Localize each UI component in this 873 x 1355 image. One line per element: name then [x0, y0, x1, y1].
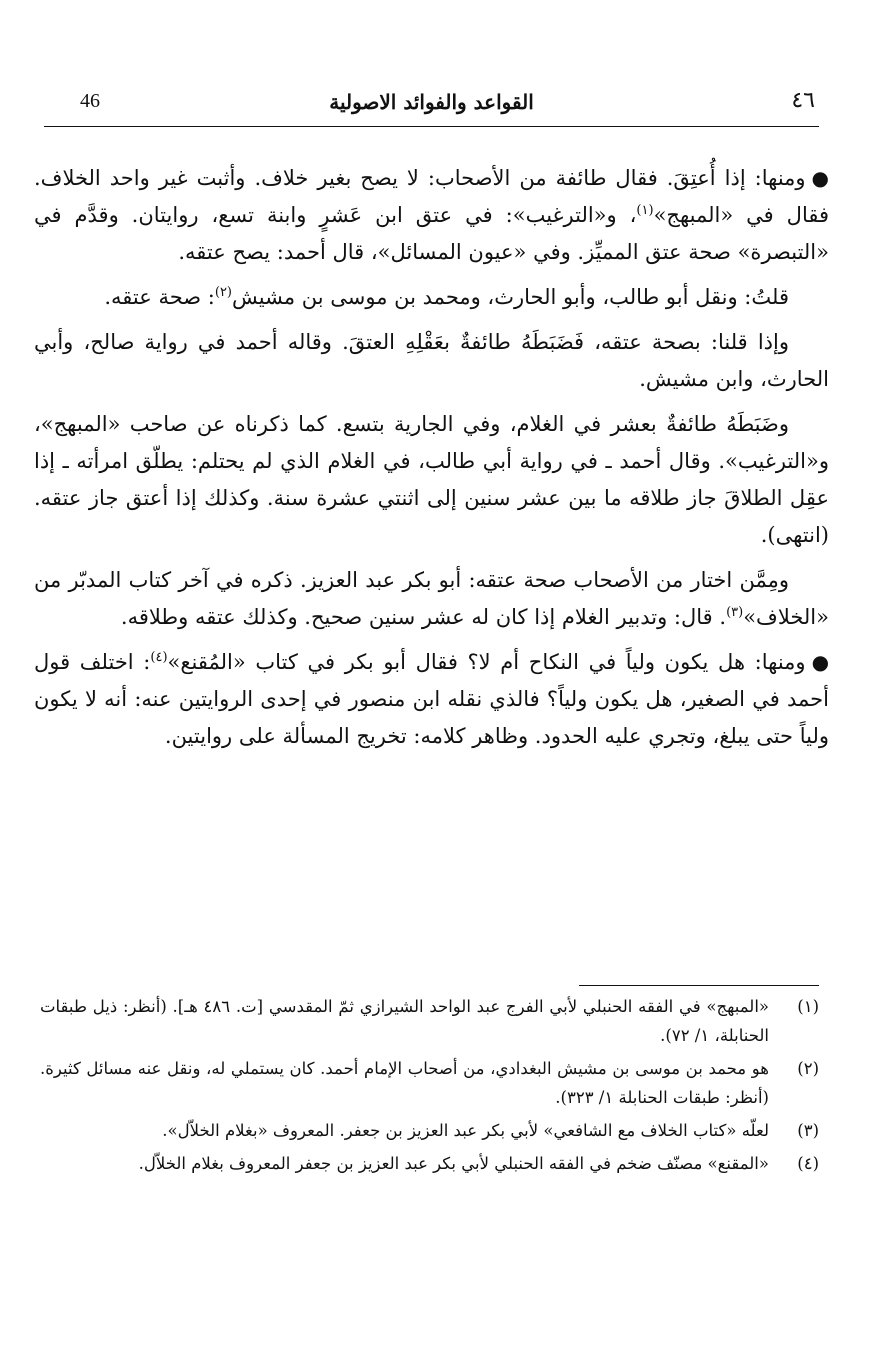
paragraph-text: ومنها: إذا أُعتِقَ. فقال طائفة من الأصحاب: لا يصح بغير خلاف. وأثبت غير واحد الخلاف. فقال في «المبهج»	[34, 166, 830, 227]
paragraph-3	[34, 324, 829, 398]
footnote-text: «المقنع» مصنّف ضخم في الفقه الحنبلي لأبي بكر عبد العزيز بن جعفر المعروف بغلام الخلاّل.	[138, 1154, 769, 1173]
page-number-western: 46	[80, 90, 100, 112]
paragraph-6	[34, 644, 829, 755]
footnote-text: «المبهج» في الفقه الحنبلي لأبي الفرج عبد الواحد الشيرازي ثمّ المقدسي [ت. ٤٨٦ هـ]. (أنظر: ذيل طبقات الحنابلة، ١/ ٧٢).	[40, 997, 769, 1045]
paragraph-text: وضَبَطَهُ طائفةٌ بعشر في الغلام، وفي الجارية بتسع. كما ذكرناه عن صاحب «المبهج»، و«الترغيب». وقال أحمد ـ في رواية أبي طالب، في الغلام الذي لم يحتلم: يطلّق امرأته ـ إذا عقِل الطلاقَ جاز طلاقه ما بين عشر سنين إلى اثنتي عشرة سنة. وكذلك إذا أعتق جاز عتقه. (انتهى).	[34, 412, 829, 547]
footnotes	[40, 992, 819, 1182]
bullet-icon: ●	[811, 650, 830, 674]
paragraph-text: . قال: وتدبير الغلام إذا كان له عشر سنين صحيح. وكذلك عتقه وطلاقه.	[120, 605, 727, 629]
paragraph-text: ، و«الترغيب»: في عتق ابن عَشرٍ وابنة تسع، روايتان. وقدَّم في «التبصرة» صحة عتق المميِّز. وفي «عيون المسائل»، قال أحمد: يصح عتقه.	[34, 203, 829, 264]
paragraph-text: ومِمَّن اختار من الأصحاب صحة عتقه: أبو بكر عبد العزيز. ذكره في آخر كتاب المدبّر من «الخلاف»	[34, 568, 829, 629]
paragraph-text: : اختلف قول أحمد في الصغير، هل يكون ولياً؟ فالذي نقله ابن منصور في إحدى الروايتين عنه: أنه لا يكون ولياً حتى يبلغ، وتجري عليه الحدود. وظاهر كلامه: تخريج المسألة على روايتين.	[34, 650, 829, 748]
footnote-number: (٤)	[797, 1154, 819, 1173]
paragraph-text: قلتُ: ونقل أبو طالب، وأبو الحارث، ومحمد بن موسى بن مشيش	[232, 285, 789, 309]
footnote-ref-1[interactable]: (١)	[636, 203, 654, 218]
footnote-text: هو محمد بن موسى بن مشيش البغدادي، من أصحاب الإمام أحمد. كان يستملي له، ونقل عنه مسائل كثيرة. (أنظر: طبقات الحنابلة ١/ ٣٢٣).	[40, 1059, 769, 1107]
footnote-2	[40, 1054, 819, 1112]
paragraph-4	[34, 406, 829, 554]
paragraph-1	[34, 160, 829, 271]
footnote-3	[40, 1116, 819, 1145]
main-text	[34, 160, 829, 763]
page-number-arabic: ٤٦	[791, 88, 815, 113]
footnote-4	[40, 1149, 819, 1178]
paragraph-text: وإذا قلنا: بصحة عتقه، فَضَبَطَهُ طائفةٌ بعَقْلِهِ العتقَ. وقاله أحمد في رواية صالح، وأبي الحارث، وابن مشيش.	[34, 330, 829, 391]
footnote-number: (٣)	[797, 1121, 819, 1140]
footnote-number: (١)	[797, 997, 819, 1016]
page-header	[44, 86, 819, 127]
bullet-icon: ●	[811, 166, 829, 190]
footnote-text: لعلّه «كتاب الخلاف مع الشافعي» لأبي بكر عبد العزيز بن جعفر. المعروف «بغلام الخلاّل».	[162, 1121, 769, 1140]
footnote-ref-3[interactable]: (٣)	[726, 605, 744, 620]
paragraph-text: : صحة عتقه.	[104, 285, 215, 309]
footnote-number: (٢)	[797, 1059, 819, 1078]
running-title: القواعد والفوائد الاصولية	[329, 90, 534, 114]
footnote-1	[40, 992, 819, 1050]
paragraph-text: ومنها: هل يكون ولياً في النكاح أم لا؟ فقال أبو بكر في كتاب «المُقنع»	[167, 650, 806, 674]
footnote-separator	[579, 985, 819, 986]
footnote-ref-2[interactable]: (٢)	[214, 285, 232, 300]
footnote-ref-4[interactable]: (٤)	[150, 650, 168, 665]
paragraph-2	[34, 279, 829, 316]
paragraph-5	[34, 562, 829, 636]
